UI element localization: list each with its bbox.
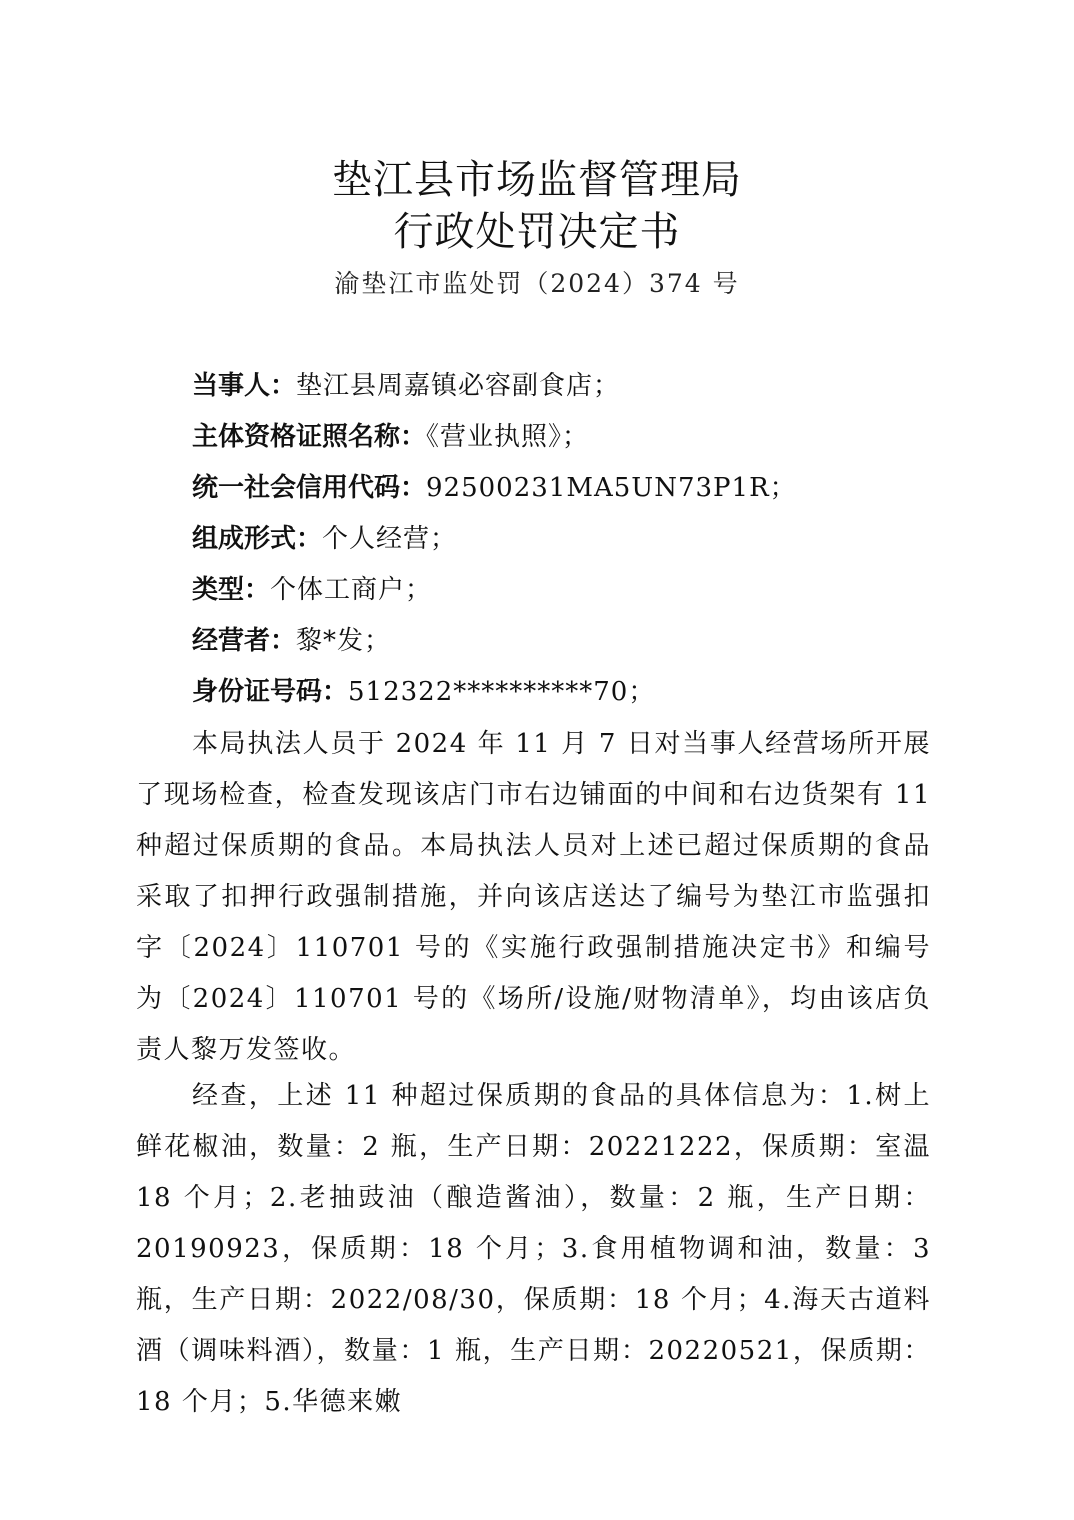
party-info-fields (192, 365, 952, 722)
document-title-type: 行政处罚决定书 (393, 209, 681, 255)
field-label: 身份证号码： (192, 677, 349, 707)
field-label: 类型： (192, 575, 271, 605)
field-label: 经营者： (192, 626, 297, 656)
field-label: 组成形式： (192, 524, 323, 554)
field-label: 主体资格证照名称： (192, 422, 427, 452)
field-value: 《营业执照》； (426, 422, 590, 452)
field-value: 黎*发； (296, 626, 392, 656)
field-operator (192, 620, 952, 671)
field-label: 当事人： (192, 371, 297, 401)
field-label: 统一社会信用代码： (192, 473, 427, 503)
field-value: 512322**********70； (348, 677, 656, 707)
field-value: 垫江县周嘉镇必容副食店； (296, 371, 621, 401)
body-paragraph-inspection: 本局执法人员于 2024 年 11 月 7 日对当事人经营场所开展了现场检查，检查发现该店门市右边铺面的中间和右边货架有 11 种超过保质期的食品。本局执法人员对上述已超过保质期的食品采取了扣押行政强制措施，并向该店送达了编号为垫江市监强扣字〔2024〕110701 号的《实施行政强制措施决定书》和编号为〔2024〕110701 号的《场所/设施/财物清单》，均由该店负责人黎万发签收。 (136, 729, 931, 1065)
field-id-number (192, 671, 952, 722)
field-value: 个人经营； (322, 524, 458, 554)
body-paragraph-findings: 经查，上述 11 种超过保质期的食品的具体信息为：1.树上鲜花椒油，数量：2 瓶，生产日期：20221222，保质期：室温 18 个月；2.老抽豉油（酿造酱油），数量：2 瓶，生产日期：20190923，保质期：18 个月；3.食用植物调和油，数量：3 瓶，生产日期：2022/08/30，保质期：18 个月；4.海天古道料酒（调味料酒），数量：1 瓶，生产日期：20220521，保质期：18 个月；5.华德来嫩 (136, 1081, 931, 1417)
field-party (192, 365, 952, 416)
field-credit-code (192, 467, 952, 518)
field-license-name (192, 416, 952, 467)
field-value: 92500231MA5UN73P1R； (426, 473, 797, 503)
document-number: 渝垫江市监处罚（2024）374 号 (334, 269, 740, 298)
field-value: 个体工商户； (270, 575, 433, 605)
field-type (192, 569, 952, 620)
field-organization-form (192, 518, 952, 569)
document-title-agency: 垫江县市场监督管理局 (332, 157, 742, 203)
